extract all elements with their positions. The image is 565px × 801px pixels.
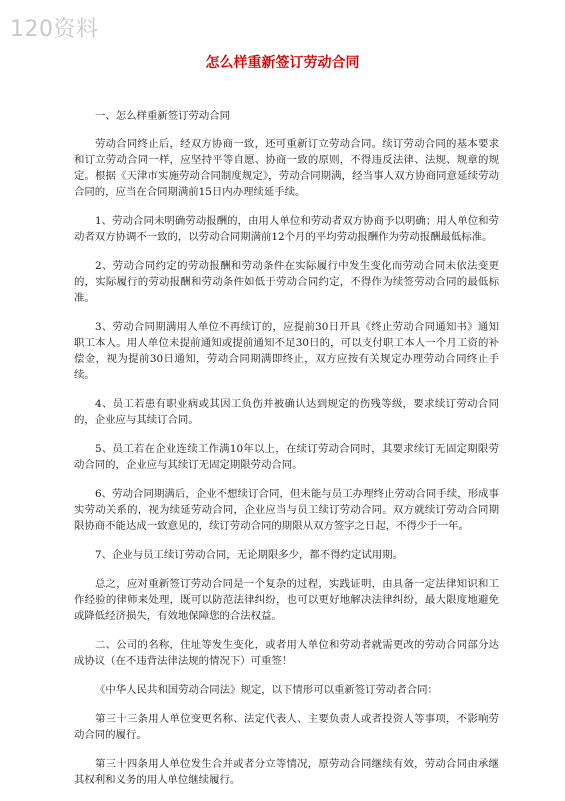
watermark-logo: 120资料: [10, 17, 99, 42]
paragraph-law-reference: 《中华人民共和国劳动合同法》规定，以下情形可以重新签订劳动者合同：: [95, 684, 438, 696]
paragraph-summary: 总之，应对重新签订劳动合同是一个复杂的过程，实践证明，由具备一定法律知识和工作经验的律师来处理，既可以防范法律纠纷，也可以更好地解决法律纠纷，最大限度地避免或降低经济损失，有效地保障您的合法权益。: [74, 578, 499, 622]
paragraph-item-6: 6、劳动合同期满后，企业不想续订合同，但未能与员工办理终止劳动合同手续，形成事实劳动关系的，视为续延劳动合同，企业应当与员工续订劳动合同。双方就续订劳动合同期限协商不能达成一致意见的，续订劳动合同的期限从双方签字之日起，不得少于一年。: [74, 488, 499, 532]
paragraph-item-1: 1、劳动合同未明确劳动报酬的，由用人单位和劳动者双方协商予以明确；用人单位和劳动者双方协调不一致的，以劳动合同期满前12个月的平均劳动报酬作为劳动报酬最低标准。: [74, 215, 499, 243]
document-body: [74, 108, 499, 801]
paragraph-intro: 劳动合同终止后，经双方协商一致，还可重新订立劳动合同。续订劳动合同的基本要求和订立劳动合同一样，应坚持平等自愿、协商一致的原则，不得违反法律、法规、规章的规定。根据《天津市实施劳动合同制度规定》，劳动合同期满，经当事人双方协商同意延续劳动合同的，应当在合同期满前15日内办理续延手续。: [74, 138, 499, 198]
document-title: 怎么样重新签订劳动合同: [205, 55, 360, 71]
paragraph-item-4: 4、员工若患有职业病或其因工负伤并被确认达到规定的伤残等级，要求续订劳动合同的，企业应与其续订合同。: [74, 398, 499, 426]
paragraph-item-7: 7、企业与员工续订劳动合同，无论期限多少，都不得约定试用期。: [95, 549, 403, 561]
paragraph-article-33: 第三十三条用人单位变更名称、法定代表人、主要负责人或者投资人等事项，不影响劳动合同的履行。: [74, 713, 499, 741]
section-heading-1: 一、怎么样重新签订劳动合同: [95, 110, 231, 122]
paragraph-item-2: 2、劳动合同约定的劳动报酬和劳动条件在实际履行中发生变化而劳动合同未依法变更的，实际履行的劳动报酬和劳动条件如低于劳动合同约定，不得作为续签劳动合同的最低标准。: [74, 260, 499, 304]
paragraph-item-5: 5、员工若在企业连续工作满10年以上，在续订劳动合同时，其要求续订无固定期限劳动合同的，企业应与其续订无固定期限劳动合同。: [74, 443, 499, 471]
paragraph-article-34: 第三十四条用人单位发生合并或者分立等情况，原劳动合同继续有效，劳动合同由承继其权利和义务的用人单位继续履行。: [74, 758, 499, 786]
paragraph-item-3: 3、劳动合同期满用人单位不再续订的，应提前30日开具《终止劳动合同通知书》通知职工本人。用人单位未提前通知或提前通知不足30日的，可以支付职工本人一个月工资的补偿金，视为提前30日通知，劳动合同期满即终止，双方应按有关规定办理劳动合同终止手续。: [74, 321, 499, 381]
section-heading-2: 二、公司的名称，住址等发生变化，或者用人单位和劳动者就需更改的劳动合同部分达成协议（在不违背法律法规的情况下）可重签！: [74, 639, 499, 667]
